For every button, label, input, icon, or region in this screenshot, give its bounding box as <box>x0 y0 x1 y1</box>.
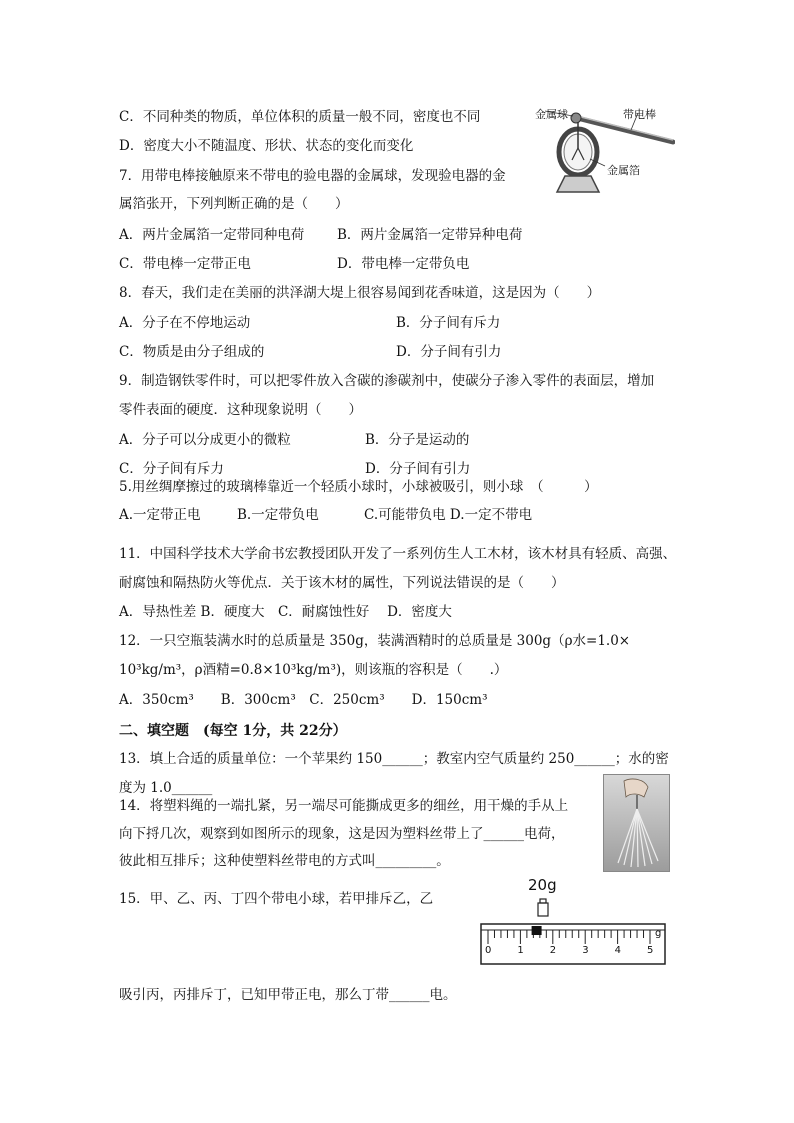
q10-option-a: A.一定带正电 <box>119 507 201 523</box>
label-charged-rod: 带电棒 <box>623 108 656 121</box>
ruler-tick-label: 5 <box>647 945 654 956</box>
q8-option-a: A．分子在不停地运动 <box>119 315 251 331</box>
q8-stem: 8．春天，我们走在美丽的洪泽湖大堤上很容易闻到花香味道，这是因为（ ） <box>119 285 601 301</box>
q9-stem-line1: 9．制造钢铁零件时，可以把零件放入含碳的渗碳剂中，使碳分子渗入零件的表面层，增加 <box>119 373 655 389</box>
q10-option-b: B.一定带负电 <box>237 507 319 523</box>
weight-label: 20g <box>528 876 557 894</box>
ruler-unit: g <box>655 928 662 939</box>
q7-stem-line1: 7．用带电棒接触原来不带电的验电器的金属球，发现验电器的金 <box>119 168 506 184</box>
plastic-strands-drawing <box>604 775 669 871</box>
rider <box>532 926 542 935</box>
q13-line1: 13．填上合适的质量单位：一个苹果约 150______；教室内空气质量约 250______；水的密 <box>119 751 669 767</box>
q8-option-d: D．分子间有引力 <box>396 344 502 360</box>
q13-line2: 度为 1.0______ <box>119 780 213 796</box>
q14-line3: 彼此相互排斥；这种使塑料丝带电的方式叫_________。 <box>119 853 450 869</box>
q6-option-d: D．密度大小不随温度、形状、状态的变化而变化 <box>119 138 414 154</box>
q15-line2: 吸引丙，丙排斥丁，已知甲带正电，那么丁带______电。 <box>119 987 457 1003</box>
q8-option-c: C．物质是由分子组成的 <box>119 344 265 360</box>
q7-option-b: B．两片金属箔一定带异种电荷 <box>337 227 523 243</box>
q9-option-c: C．分子间有斥力 <box>119 461 224 477</box>
q7-stem-line2: 属箔张开，下列判断正确的是（ ） <box>119 196 349 212</box>
q12-stem-line2: 10³kg/m³，ρ酒精=0.8×10³kg/m³)，则该瓶的容积是（ .） <box>119 662 508 678</box>
q10-option-cd: C.可能带负电 D.一定不带电 <box>364 507 533 523</box>
q12-stem-line1: 12．一只空瓶装满水时的总质量是 350g，装满酒精时的总质量是 300g（ρ水=1.0× <box>119 633 631 649</box>
electroscope-figure <box>535 100 675 200</box>
ruler-tick-label: 2 <box>549 945 557 956</box>
q9-option-b: B．分子是运动的 <box>365 432 470 448</box>
q14-line2: 向下捋几次，观察到如图所示的现象，这是因为塑料丝带上了______电荷， <box>119 826 565 842</box>
q14-line1: 14．将塑料绳的一端扎紧，另一端尽可能撕成更多的细丝，用干燥的手从上 <box>119 798 569 814</box>
ruler-tick-label: 3 <box>582 945 589 956</box>
q9-stem-line2: 零件表面的硬度．这种现象说明（ ） <box>119 402 362 418</box>
section-2-heading: 二、填空题 (每空 1分，共 22分） <box>119 723 347 739</box>
q11-stem-line2: 耐腐蚀和隔热防火等优点．关于该木材的属性，下列说法错误的是（ ） <box>119 575 565 591</box>
ruler-tick-label: 0 <box>485 945 492 956</box>
q7-option-d: D．带电棒一定带负电 <box>337 256 470 272</box>
ruler-tick-label: 1 <box>517 945 524 956</box>
q6-option-c: C．不同种类的物质，单位体积的质量一般不同，密度也不同 <box>119 109 481 125</box>
ruler-drawing <box>478 876 668 968</box>
label-metal-foil: 金属箔 <box>607 164 640 177</box>
q11-options: A．导热性差 B．硬度大 C．耐腐蚀性好 D．密度大 <box>119 604 452 620</box>
q7-option-a: A．两片金属箔一定带同种电荷 <box>119 227 305 243</box>
q9-option-a: A．分子可以分成更小的微粒 <box>119 432 291 448</box>
q11-stem-line1: 11．中国科学技术大学俞书宏教授团队开发了一系列仿生人工木材，该木材具有轻质、高强、 <box>119 546 677 562</box>
q12-options: A．350cm³ B．300cm³ C．250cm³ D．150cm³ <box>119 692 488 708</box>
q15-line1: 15．甲、乙、丙、丁四个带电小球，若甲排斥乙，乙 <box>119 891 434 907</box>
q10-stem: 5.用丝绸摩擦过的玻璃棒靠近一个轻质小球时，小球被吸引，则小球 （ ） <box>119 479 598 495</box>
q8-option-b: B．分子间有斥力 <box>396 315 501 331</box>
balance-ruler-figure <box>478 876 668 968</box>
label-metal-ball: 金属球 <box>535 108 568 121</box>
plastic-strands-photo <box>603 774 670 872</box>
weight-block <box>538 903 548 916</box>
q9-option-d: D．分子间有引力 <box>365 461 471 477</box>
ruler-tick-label: 4 <box>614 945 621 956</box>
q7-option-c: C．带电棒一定带正电 <box>119 256 251 272</box>
